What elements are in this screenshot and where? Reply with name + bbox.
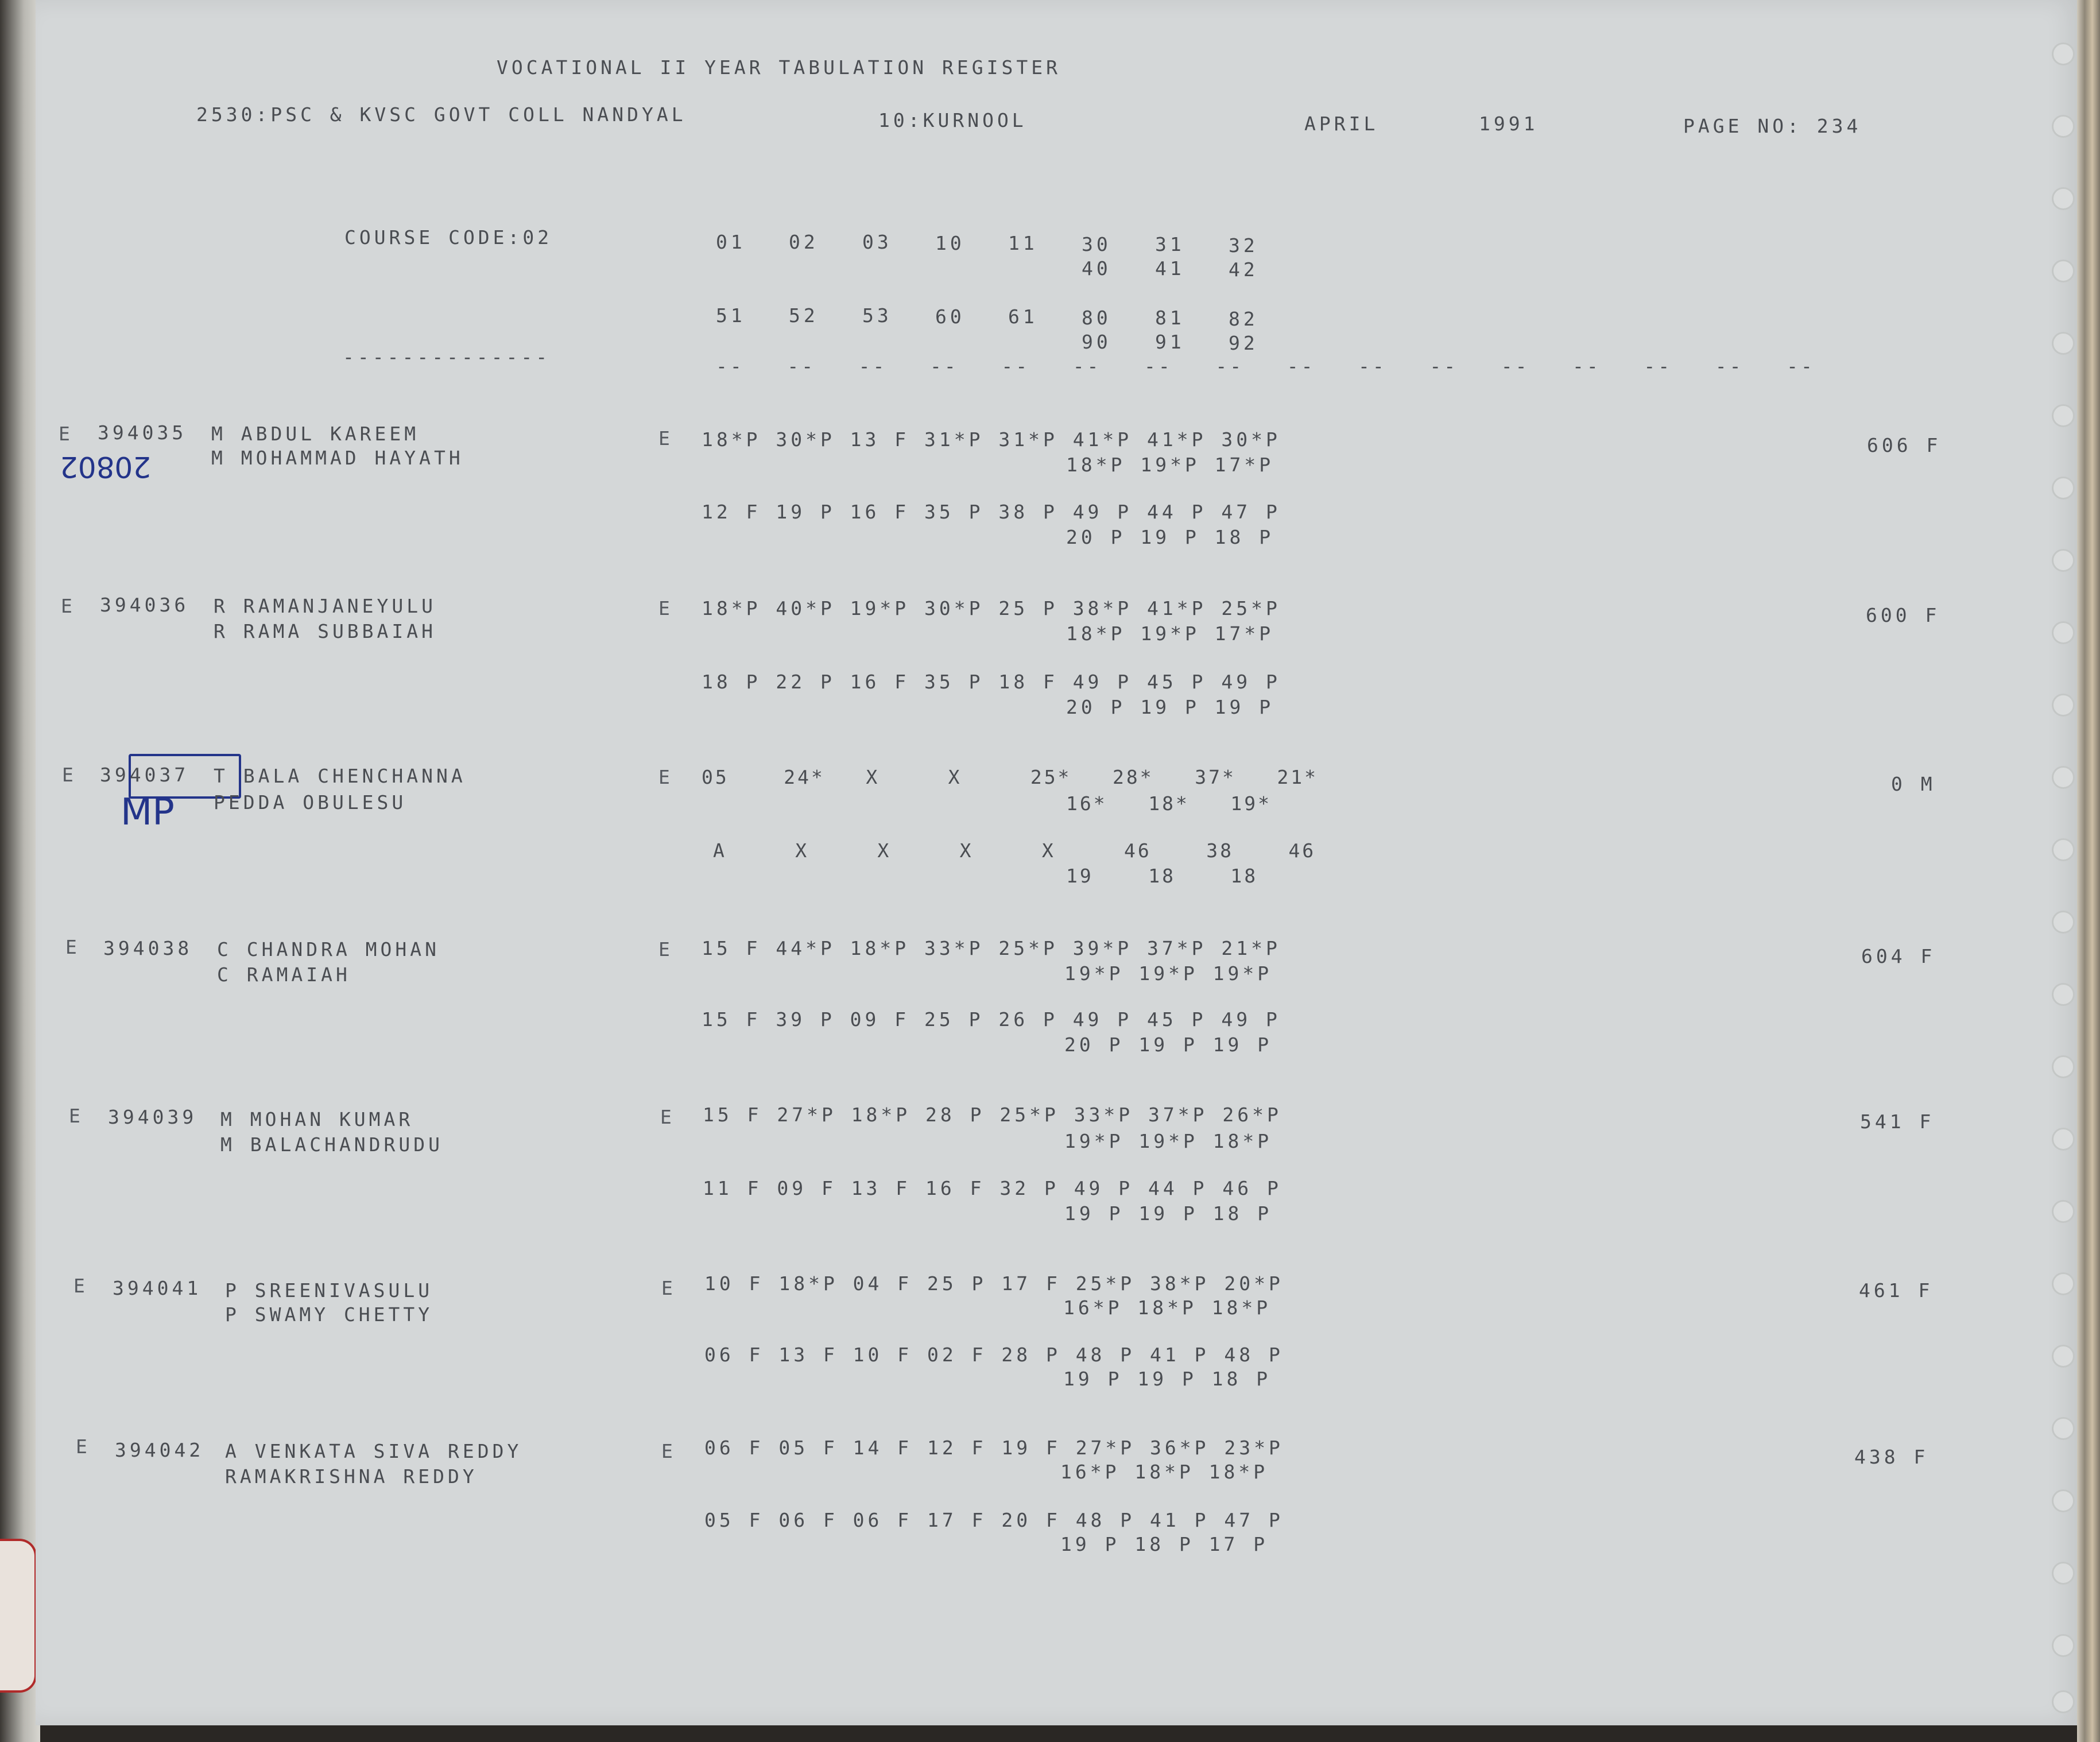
feed-hole — [2052, 621, 2075, 644]
marks-row-1: 06 F 05 F 14 F 12 F 19 F 27*P 36*P 23*P — [704, 1437, 1284, 1459]
subject-code: 01 — [716, 231, 746, 253]
marks-row-1: 18*P 40*P 19*P 30*P 25 P 38*P 41*P 25*P — [702, 597, 1281, 620]
feed-hole — [2052, 1272, 2075, 1295]
series-mark: E — [59, 423, 73, 445]
series-mark: E — [76, 1435, 91, 1458]
parent-name: R RAMA SUBBAIAH — [214, 620, 437, 642]
student-name: A VENKATA SIVA REDDY — [225, 1440, 522, 1462]
roll-number: 394042 — [115, 1439, 204, 1461]
feed-hole — [2052, 1690, 2075, 1713]
marks-row-2: 12 F 19 P 16 F 35 P 38 P 49 P 44 P 47 P — [702, 501, 1281, 523]
marks-row-2: 11 F 09 F 13 F 16 F 32 P 49 P 44 P 46 P — [703, 1177, 1282, 1199]
feed-hole — [2052, 1128, 2075, 1151]
medium-mark: E — [661, 1277, 676, 1299]
feed-hole — [2052, 1055, 2075, 1078]
marks-row-1b: 19*P 19*P 19*P — [1064, 962, 1273, 985]
feed-hole — [2052, 260, 2075, 282]
subject-code: 03 — [862, 231, 892, 253]
college-stamp — [0, 1539, 37, 1693]
subject-code: 92 — [1229, 332, 1258, 354]
feed-hole — [2052, 187, 2075, 210]
subject-code: 11 — [1008, 232, 1038, 254]
subject-code: 51 — [716, 304, 746, 327]
student-name: T BALA CHENCHANNA — [214, 765, 466, 787]
marks-row-1b: 18*P 19*P 17*P — [1066, 454, 1274, 476]
roll-number: 394035 — [98, 421, 187, 444]
marks-row-2b: 19 P 18 P 17 P — [1060, 1533, 1269, 1555]
medium-mark: E — [661, 1440, 676, 1462]
series-mark: E — [62, 764, 77, 786]
course-code: COURSE CODE:02 — [344, 226, 553, 249]
subject-code: 30 — [1082, 233, 1111, 256]
marks-row-2b: 19 P 19 P 18 P — [1063, 1368, 1272, 1390]
feed-hole — [2052, 42, 2075, 65]
exam-month: APRIL — [1304, 113, 1379, 135]
marks-row-2: 06 F 13 F 10 F 02 F 28 P 48 P 41 P 48 P — [704, 1344, 1284, 1366]
marks-row-2: A X X X X 46 38 46 — [713, 839, 1316, 862]
register-page — [36, 0, 2079, 1725]
subject-code: 91 — [1155, 331, 1185, 353]
feed-hole — [2052, 549, 2075, 572]
stacked-page-edges — [2077, 0, 2100, 1742]
parent-name: M BALACHANDRUDU — [220, 1133, 444, 1156]
marks-row-1: 05 24* X X 25* 28* 37* 21* — [702, 766, 1319, 788]
marks-row-1: 10 F 18*P 04 F 25 P 17 F 25*P 38*P 20*P — [704, 1272, 1284, 1295]
subject-code: 10 — [935, 232, 965, 254]
feed-hole — [2052, 1634, 2075, 1657]
marks-row-2: 18 P 22 P 16 F 35 P 18 F 49 P 45 P 49 P — [702, 671, 1281, 693]
series-mark: E — [65, 936, 80, 958]
marks-row-1b: 16*P 18*P 18*P — [1060, 1461, 1269, 1483]
roll-number: 394036 — [100, 594, 189, 616]
marks-row-1: 18*P 30*P 13 F 31*P 31*P 41*P 41*P 30*P — [702, 428, 1281, 451]
grand-total: 604 F — [1861, 945, 1936, 967]
subject-code: 90 — [1082, 331, 1111, 353]
subject-code: 41 — [1155, 257, 1185, 280]
feed-hole — [2052, 115, 2075, 138]
grand-total: 461 F — [1859, 1279, 1934, 1302]
subject-code: 42 — [1229, 258, 1258, 281]
exam-year: 1991 — [1479, 113, 1539, 135]
marks-row-1b: 16*P 18*P 18*P — [1063, 1296, 1272, 1319]
subject-code: 02 — [789, 231, 819, 253]
parent-name: M MOHAMMAD HAYATH — [211, 447, 464, 469]
handwritten-note: MP — [121, 791, 175, 834]
college-name: 2530:PSC & KVSC GOVT COLL NANDYAL — [196, 103, 687, 126]
parent-name: P SWAMY CHETTY — [225, 1303, 433, 1326]
grand-total: 600 F — [1866, 604, 1940, 626]
medium-mark: E — [660, 1106, 675, 1128]
marks-row-2b: 19 P 19 P 18 P — [1064, 1202, 1273, 1225]
subject-code: 80 — [1082, 307, 1111, 329]
marks-row-2b: 20 P 19 P 19 P — [1064, 1033, 1273, 1056]
marks-row-2b: 20 P 19 P 19 P — [1066, 696, 1274, 718]
student-name: R RAMANJANEYULU — [214, 595, 437, 617]
feed-hole — [2052, 1345, 2075, 1368]
student-name: M MOHAN KUMAR — [220, 1108, 414, 1131]
marks-row-2: 05 F 06 F 06 F 17 F 20 F 48 P 41 P 47 P — [704, 1509, 1284, 1531]
district-code: 10:KURNOOL — [878, 109, 1027, 131]
roll-number: 394041 — [113, 1277, 202, 1299]
feed-hole — [2052, 1489, 2075, 1512]
feed-hole — [2052, 1200, 2075, 1223]
student-name: P SREENIVASULU — [225, 1279, 433, 1302]
column-dash-row: -- -- -- -- -- -- -- -- -- -- -- -- -- -- -- -- — [716, 355, 1815, 377]
series-mark: E — [61, 595, 76, 617]
feed-hole — [2052, 838, 2075, 861]
subject-code: 53 — [862, 304, 892, 327]
marks-row-2: 15 F 39 P 09 F 25 P 26 P 49 P 45 P 49 P — [702, 1008, 1281, 1031]
handwritten-note: 20802 — [60, 450, 152, 483]
subject-code: 31 — [1155, 233, 1185, 256]
roll-number: 394039 — [108, 1106, 197, 1128]
register-title: VOCATIONAL II YEAR TABULATION REGISTER — [497, 56, 1061, 79]
medium-mark: E — [658, 766, 673, 788]
feed-hole — [2052, 983, 2075, 1006]
marks-row-1b: 16* 18* 19* — [1066, 792, 1272, 815]
parent-name: PEDDA OBULESU — [214, 791, 407, 814]
feed-hole — [2052, 477, 2075, 500]
student-name: M ABDUL KAREEM — [211, 423, 420, 445]
feed-hole — [2052, 694, 2075, 717]
subject-code: 81 — [1155, 307, 1185, 329]
subject-code: 60 — [935, 305, 965, 328]
subject-code: 40 — [1082, 257, 1111, 280]
feed-hole — [2052, 404, 2075, 427]
feed-hole — [2052, 1417, 2075, 1440]
series-mark: E — [69, 1105, 84, 1127]
marks-row-1: 15 F 27*P 18*P 28 P 25*P 33*P 37*P 26*P — [703, 1104, 1282, 1126]
marks-row-2b: 19 18 18 — [1066, 865, 1258, 887]
subject-code: 52 — [789, 304, 819, 327]
course-code-underline: -------------- — [343, 346, 551, 368]
roll-number: 394038 — [103, 937, 193, 959]
marks-row-2b: 20 P 19 P 18 P — [1066, 526, 1274, 548]
medium-mark: E — [658, 597, 673, 620]
student-name: C CHANDRA MOHAN — [217, 938, 440, 961]
parent-name: RAMAKRISHNA REDDY — [225, 1465, 478, 1488]
feed-hole — [2052, 766, 2075, 789]
feed-hole — [2052, 911, 2075, 934]
subject-code: 82 — [1229, 308, 1258, 330]
feed-hole — [2052, 1562, 2075, 1585]
subject-code: 61 — [1008, 305, 1038, 328]
grand-total: 0 M — [1891, 773, 1936, 795]
marks-row-1b: 19*P 19*P 18*P — [1064, 1130, 1273, 1152]
medium-mark: E — [658, 938, 673, 961]
subject-code: 32 — [1229, 234, 1258, 257]
marks-row-1b: 18*P 19*P 17*P — [1066, 622, 1274, 645]
marks-row-1: 15 F 44*P 18*P 33*P 25*P 39*P 37*P 21*P — [702, 937, 1281, 959]
binder-spine — [0, 0, 40, 1742]
grand-total: 606 F — [1867, 434, 1942, 456]
series-mark: E — [73, 1275, 88, 1297]
grand-total: 438 F — [1854, 1446, 1929, 1468]
roll-number: 394037 — [100, 764, 189, 786]
parent-name: C RAMAIAH — [217, 963, 351, 986]
page-number: PAGE NO: 234 — [1683, 115, 1862, 137]
grand-total: 541 F — [1860, 1110, 1935, 1133]
feed-hole — [2052, 332, 2075, 355]
medium-mark: E — [658, 427, 673, 450]
